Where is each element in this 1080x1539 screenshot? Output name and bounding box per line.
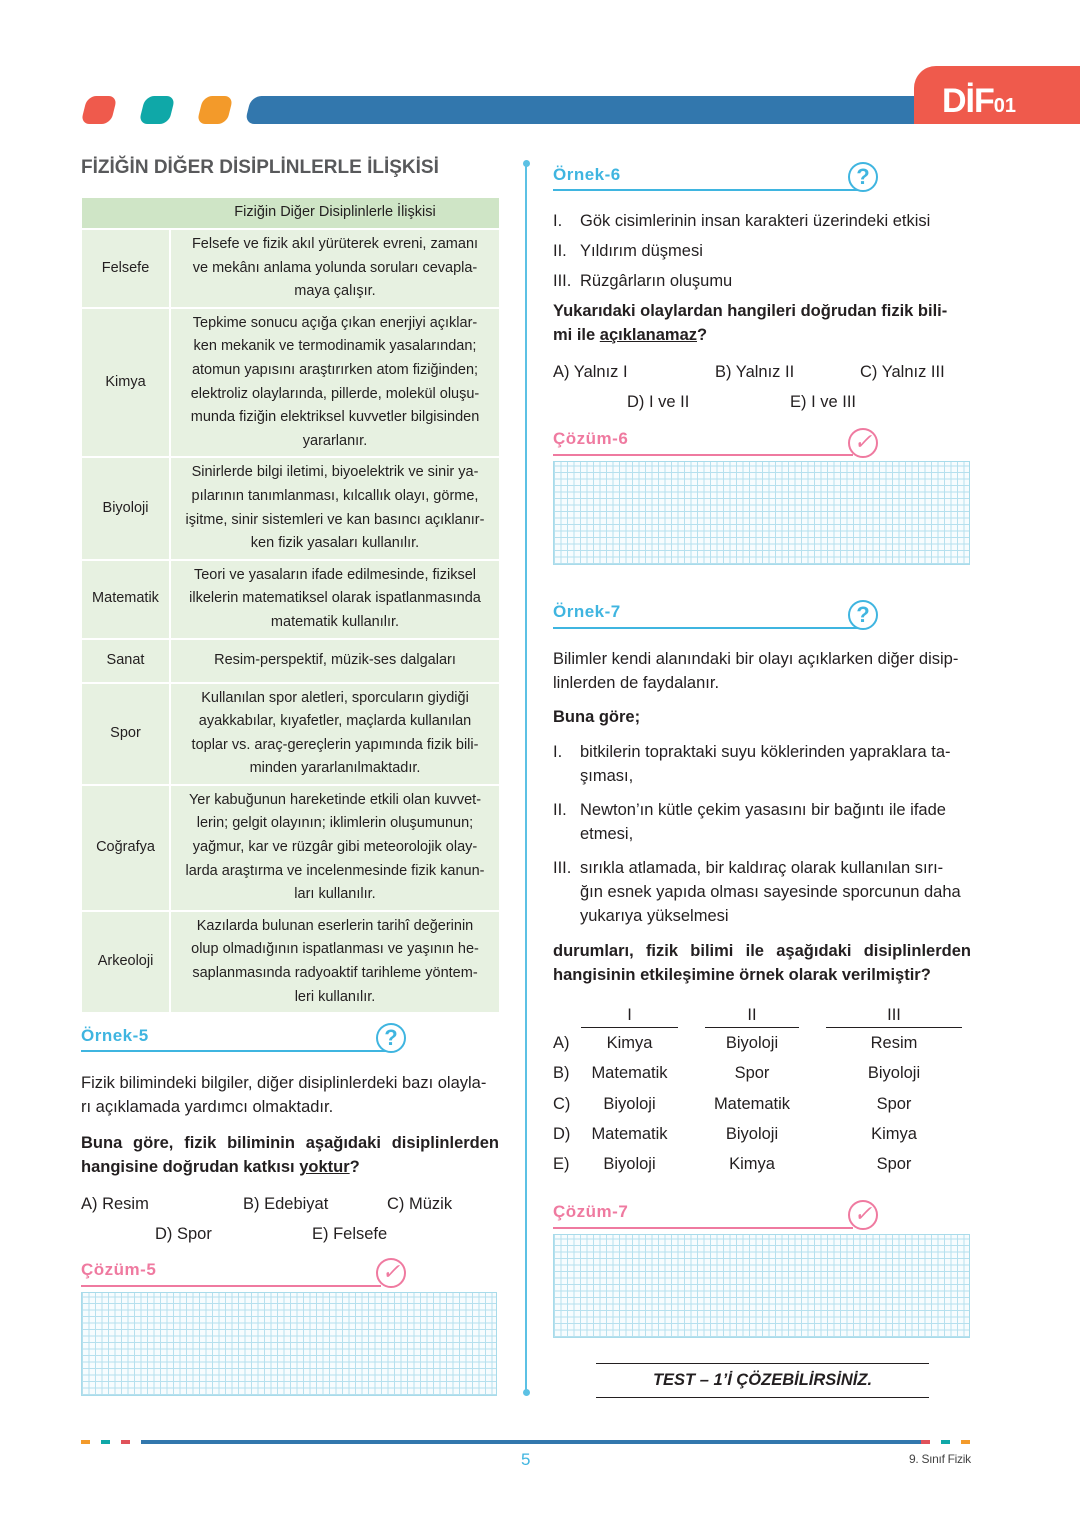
discipline-description: Tepkime sonucu açığa çıkan enerjiyi açıklar- ken mekanik ve termodinamik yasalarından; atomun yapısını araştırırken atom fiziğinden; elektroliz olaylarında, pillerde, molekül oluşu- munda fiziğin elektriksel kuvvetler bilgisinden yararlanır.	[171, 309, 499, 457]
item-text: Gök cisimlerinin insan karakteri üzerindeki etkisi	[580, 212, 931, 230]
divider	[81, 1050, 391, 1052]
unit-badge	[914, 66, 1080, 124]
discipline-description: Kullanılan spor aletleri, sporcuların giydiği ayakkabılar, kıyafetler, maçlarda kullanılan toplar vs. araç-gereçlerin yapımında fizik bili- minden yararlanılmaktadır.	[171, 684, 499, 784]
footer-decor	[941, 1440, 950, 1444]
example-5-title: Örnek-5	[81, 1026, 149, 1045]
table-row	[82, 640, 499, 682]
option-e[interactable]: E) Felsefe	[312, 1225, 388, 1243]
table-row	[82, 561, 499, 638]
badge-text: DİF	[942, 82, 994, 120]
solution-7-grid[interactable]	[553, 1234, 970, 1338]
option-value: Matematik	[713, 1094, 791, 1113]
statement-item	[553, 856, 971, 928]
discipline-label: Sanat	[82, 640, 171, 682]
option-value: Biyoloji	[603, 1094, 656, 1113]
divider	[553, 1227, 853, 1229]
discipline-label: Coğrafya	[82, 786, 171, 910]
option-value: Biyoloji	[725, 1034, 779, 1052]
discipline-description: Felsefe ve fizik akıl yürüterek evreni, zamanı ve mekânı anlama yolunda soruları cevapla- maya çalışır.	[171, 230, 499, 307]
column-header: II	[705, 1006, 799, 1028]
option-value: Kimya	[729, 1155, 775, 1174]
footer-decor	[81, 1440, 90, 1444]
check-icon: ✓	[848, 428, 878, 458]
answer-table	[553, 1006, 971, 1186]
option-value: Matematik	[591, 1064, 668, 1083]
discipline-label: Arkeoloji	[82, 912, 171, 1012]
question-icon: ?	[848, 162, 878, 192]
item-text: Rüzgârların oluşumu	[580, 272, 733, 290]
solution-5-title: Çözüm-5	[81, 1260, 157, 1279]
table-header: Fiziğin Diğer Disiplinlerle İlişkisi	[171, 198, 499, 228]
statement-item	[553, 209, 971, 233]
check-icon: ✓	[848, 1200, 878, 1230]
option-c[interactable]: C) Yalnız III	[860, 363, 945, 381]
statement-item	[553, 740, 971, 788]
example-5-question: Buna göre, fizik biliminin aşağıdaki disiplinlerden hangisine doğrudan katkısı yoktur?	[81, 1134, 499, 1176]
footer-decor	[961, 1440, 970, 1444]
check-icon: ✓	[376, 1258, 406, 1288]
discipline-label: Felsefe	[82, 230, 171, 307]
question-icon: ?	[376, 1023, 406, 1053]
option-value: Biyoloji	[725, 1124, 779, 1143]
footer-bar	[141, 1440, 928, 1444]
option-value: Kimya	[606, 1034, 653, 1052]
option-key[interactable]: B)	[553, 1064, 570, 1083]
option-value: Matematik	[591, 1124, 668, 1143]
option-value: Biyoloji	[603, 1155, 656, 1174]
option-key[interactable]: A)	[553, 1034, 570, 1052]
option-value: Biyoloji	[867, 1064, 921, 1083]
column-header: I	[581, 1006, 678, 1028]
example-6-question: Yukarıdaki olaylardan hangileri doğrudan fizik bili- mi ile açıklanamaz?	[553, 302, 948, 344]
teal-decor	[139, 96, 176, 124]
discipline-label: Kimya	[82, 309, 171, 457]
option-key[interactable]: D)	[553, 1124, 571, 1143]
divider	[553, 189, 863, 191]
item-number: II.	[553, 801, 567, 819]
statement-item	[553, 798, 971, 846]
option-value: Resim	[870, 1034, 918, 1052]
table-row	[82, 458, 499, 558]
question-icon: ?	[848, 600, 878, 630]
option-d[interactable]: D) Spor	[155, 1225, 212, 1243]
item-number: I.	[553, 743, 563, 761]
table-row	[82, 912, 499, 1012]
discipline-label: Matematik	[82, 561, 171, 638]
divider-dot	[523, 160, 530, 167]
header-bar	[245, 96, 1012, 124]
example-7-lead: Buna göre;	[553, 708, 641, 726]
solution-6-title: Çözüm-6	[553, 429, 629, 448]
orange-decor	[197, 96, 234, 124]
divider	[553, 627, 863, 629]
discipline-description: Teori ve yasaların ifade edilmesinde, fiziksel ilkelerin matematiksel olarak ispatlanmasında matematik kullanılır.	[171, 561, 499, 638]
option-e[interactable]: E) I ve III	[790, 393, 857, 411]
item-number: III.	[553, 272, 572, 290]
item-text: Yıldırım düşmesi	[580, 242, 703, 260]
section-title: FİZİĞİN DİĞER DİSİPLİNLERLE İLİŞKİSİ	[81, 157, 439, 178]
page-number: 5	[521, 1450, 531, 1469]
statement-item	[553, 269, 971, 293]
item-number: III.	[553, 859, 572, 877]
option-value: Spor	[876, 1155, 912, 1174]
discipline-description: Kazılarda bulunan eserlerin tarihî değerinin olup olmadığının ispatlanması ve yaşının he- saplanmasında radyoaktif tarihleme yöntem- leri kullanılır.	[171, 912, 499, 1012]
option-value: Kimya	[871, 1124, 917, 1143]
solution-5-grid[interactable]	[81, 1292, 497, 1396]
discipline-description: Resim-perspektif, müzik-ses dalgaları	[171, 640, 499, 682]
option-b[interactable]: B) Edebiyat	[243, 1195, 329, 1213]
option-value: Spor	[876, 1094, 912, 1113]
example-7-intro: Bilimler kendi alanındaki bir olayı açıklarken diğer disip- linlerden de faydalanır.	[553, 650, 959, 692]
example-7-title: Örnek-7	[553, 602, 621, 621]
item-text: bitkilerin topraktaki suyu köklerinden yapraklara ta- şıması,	[580, 743, 951, 785]
table-row	[82, 684, 499, 784]
example-6-title: Örnek-6	[553, 165, 621, 184]
red-decor	[81, 96, 118, 124]
table-row	[82, 230, 499, 307]
footer-decor	[101, 1440, 110, 1444]
example-5-intro: Fizik bilimindeki bilgiler, diğer disiplinlerdeki bazı olayla- rı açıklamada yardımcı olmaktadır.	[81, 1074, 487, 1116]
footer-decor	[121, 1440, 130, 1444]
statement-item	[553, 239, 971, 263]
solution-7-title: Çözüm-7	[553, 1202, 629, 1221]
table-row	[82, 309, 499, 457]
item-number: II.	[553, 242, 567, 260]
item-text: sırıkla atlamada, bir kaldıraç olarak kullanılan sırı- ğın esnek yapıda olması sayesinde sporcunun daha yukarıya yükselmesi	[580, 859, 961, 925]
badge-number: 01	[993, 95, 1017, 117]
example-7-question: durumları, fizik bilimi ile aşağıdaki disiplinlerden hangisinin etkileşimine örnek olarak verilmiştir?	[553, 942, 971, 984]
discipline-description: Yer kabuğunun hareketinde etkili olan kuvvet- lerin; gelgit olayının; iklimlerin oluşumunun; yağmur, kar ve rüzgâr gibi meteorolojik olay- larda araştırma ve incelenmesinde fizik kanun- ları kullanılır.	[171, 786, 499, 910]
test-note: TEST – 1’İ ÇÖZEBİLİRSİNİZ.	[596, 1363, 929, 1398]
divider-dot	[523, 1389, 530, 1396]
option-c[interactable]: C) Müzik	[387, 1195, 453, 1213]
option-a[interactable]: A) Yalnız I	[553, 363, 628, 381]
column-header: III	[826, 1006, 962, 1028]
disciplines-table	[82, 196, 499, 1014]
column-divider	[525, 163, 527, 1393]
option-b[interactable]: B) Yalnız II	[715, 363, 795, 381]
book-title: 9. Sınıf Fizik	[909, 1452, 971, 1466]
option-key[interactable]: C)	[553, 1094, 571, 1113]
footer-decor	[921, 1440, 930, 1444]
option-d[interactable]: D) I ve II	[627, 393, 690, 411]
option-a[interactable]: A) Resim	[81, 1195, 149, 1213]
divider	[553, 454, 853, 456]
table-row	[82, 786, 499, 910]
item-text: Newton’ın kütle çekim yasasını bir bağıntı ile ifade etmesi,	[580, 801, 946, 843]
option-value: Spor	[734, 1064, 770, 1083]
divider	[81, 1285, 381, 1287]
solution-6-grid[interactable]	[553, 461, 970, 565]
discipline-label: Biyoloji	[82, 458, 171, 558]
discipline-label: Spor	[82, 684, 171, 784]
discipline-description: Sinirlerde bilgi iletimi, biyoelektrik ve sinir ya- pılarının tanımlanması, kılcallık olayı, görme, işitme, sinir sistemleri ve kan basıncı açıklanır- ken fizik yasaları kullanılır.	[171, 458, 499, 558]
option-key[interactable]: E)	[553, 1155, 570, 1174]
item-number: I.	[553, 212, 563, 230]
